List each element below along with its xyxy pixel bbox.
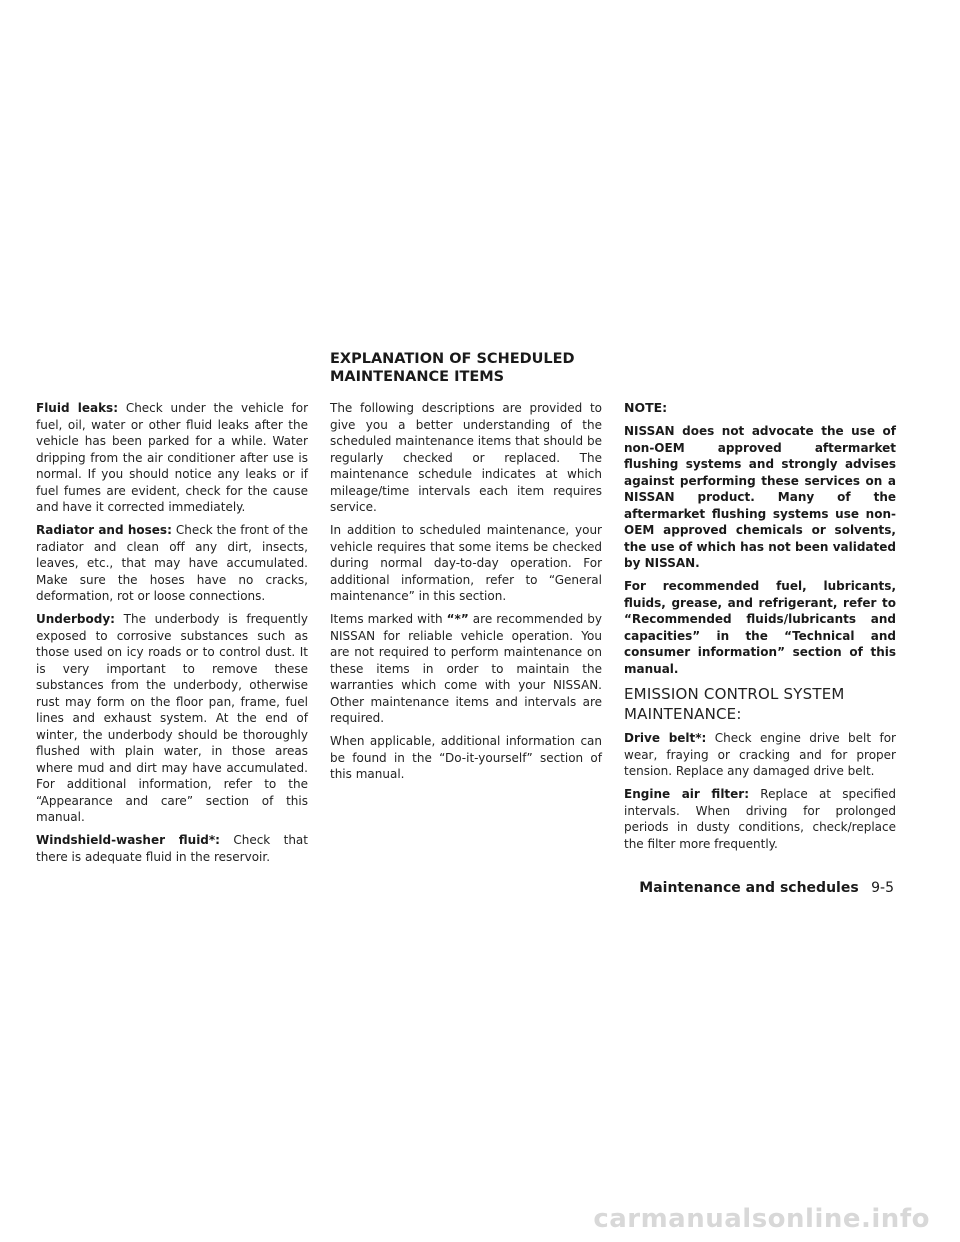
note-recommended-fluids: For recommended fuel, lubricants, fluids, grease, and refrigerant, refer to “Recommended fluids/lubricants and capacities” in the “Technical and consumer information” section of this manual. (624, 579, 896, 676)
section-heading (330, 350, 630, 386)
drive-belt-text: Check engine drive belt for wear, fraying or cracking and for proper tension. Replace any damaged drive belt. (624, 731, 896, 778)
drive-belt-lead: Drive belt*: (624, 731, 707, 745)
paragraph-engine-air-filter (624, 786, 896, 852)
page-number: 9-5 (871, 880, 894, 896)
paragraph-underbody (36, 611, 308, 826)
paragraph-do-it-yourself: When applicable, additional information can be found in the “Do-it-yourself” section of this manual. (330, 734, 602, 781)
radiator-hoses-text: Check the front of the radiator and clean off any dirt, insects, leaves, etc., that may have accumulated. Make sure the hoses have no cracks, deformation, rot or loose connections. (36, 523, 308, 603)
paragraph-washer-fluid (36, 832, 308, 865)
marked-items-text-before: Items marked with (330, 612, 447, 626)
fluid-leaks-text: Check under the vehicle for fuel, oil, water or other fluid leaks after the vehicle has been parked for a while. Water dripping from the air conditioner after use is normal. If you should notice any leaks or if fuel fumes are evident, check for the cause and have it corrected immediately. (36, 401, 308, 514)
radiator-hoses-lead: Radiator and hoses: (36, 523, 172, 537)
section-heading-line-2: MAINTENANCE ITEMS (330, 369, 505, 385)
page-footer (639, 880, 894, 896)
underbody-lead: Underbody: (36, 612, 115, 626)
paragraph-daily-checks: In addition to scheduled maintenance, your vehicle requires that some items be checked during normal day-to-day operation. For additional information, refer to “General maintenance” in this section. (330, 523, 602, 603)
engine-air-filter-text: Replace at specified intervals. When driving for prolonged periods in dusty conditions, check/replace the filter more frequently. (624, 787, 896, 851)
paragraph-drive-belt (624, 730, 896, 780)
paragraph-marked-items (330, 611, 602, 727)
note-flushing-systems: NISSAN does not advocate the use of non-OEM approved aftermarket flushing systems and strongly advises against performing these services on a NISSAN product. Many of the aftermarket flushing systems use non-OEM approved chemicals or solvents, the use of which has not been validated by NISSAN. (624, 424, 896, 570)
column-right (624, 400, 896, 859)
paragraph-fluid-leaks (36, 400, 308, 516)
emission-control-subheading: EMISSION CONTROL SYSTEM MAINTENANCE: (624, 684, 845, 723)
column-middle (330, 400, 602, 789)
washer-fluid-text: Check that there is adequate fluid in the reservoir. (36, 833, 308, 864)
marked-items-text-after: are recommended by NISSAN for reliable vehicle operation. You are not required to perform maintenance on these items in order to maintain the warranties which come with your NISSAN. Other maintenance items and intervals are required. (330, 612, 602, 725)
fluid-leaks-lead: Fluid leaks: (36, 401, 118, 415)
note-title: NOTE: (624, 400, 668, 415)
washer-fluid-lead: Windshield-washer fluid*: (36, 833, 220, 847)
underbody-text: The underbody is frequently exposed to corrosive substances such as those used on icy roads or to control dust. It is very important to remove these substances from the underbody, otherwise rust may form on the floor pan, frame, fuel lines and exhaust system. At the end of winter, the underbody should be thoroughly flushed with plain water, in those areas where mud and dirt may have accumulated. For additional information, refer to the “Appearance and care” section of this manual. (36, 612, 308, 824)
asterisk-mark: “*” (446, 612, 469, 626)
chapter-title: Maintenance and schedules (639, 880, 859, 896)
paragraph-radiator-hoses (36, 522, 308, 605)
column-left (36, 400, 308, 872)
engine-air-filter-lead: Engine air filter: (624, 787, 750, 801)
paragraph-intro: The following descriptions are provided to give you a better understanding of the scheduled maintenance items that should be regularly checked or replaced. The maintenance schedule indicates at which mileage/time intervals each item requires service. (330, 401, 602, 514)
watermark: carmanualsonline.info (593, 1204, 930, 1234)
section-heading-line-1: EXPLANATION OF SCHEDULED (330, 351, 575, 367)
